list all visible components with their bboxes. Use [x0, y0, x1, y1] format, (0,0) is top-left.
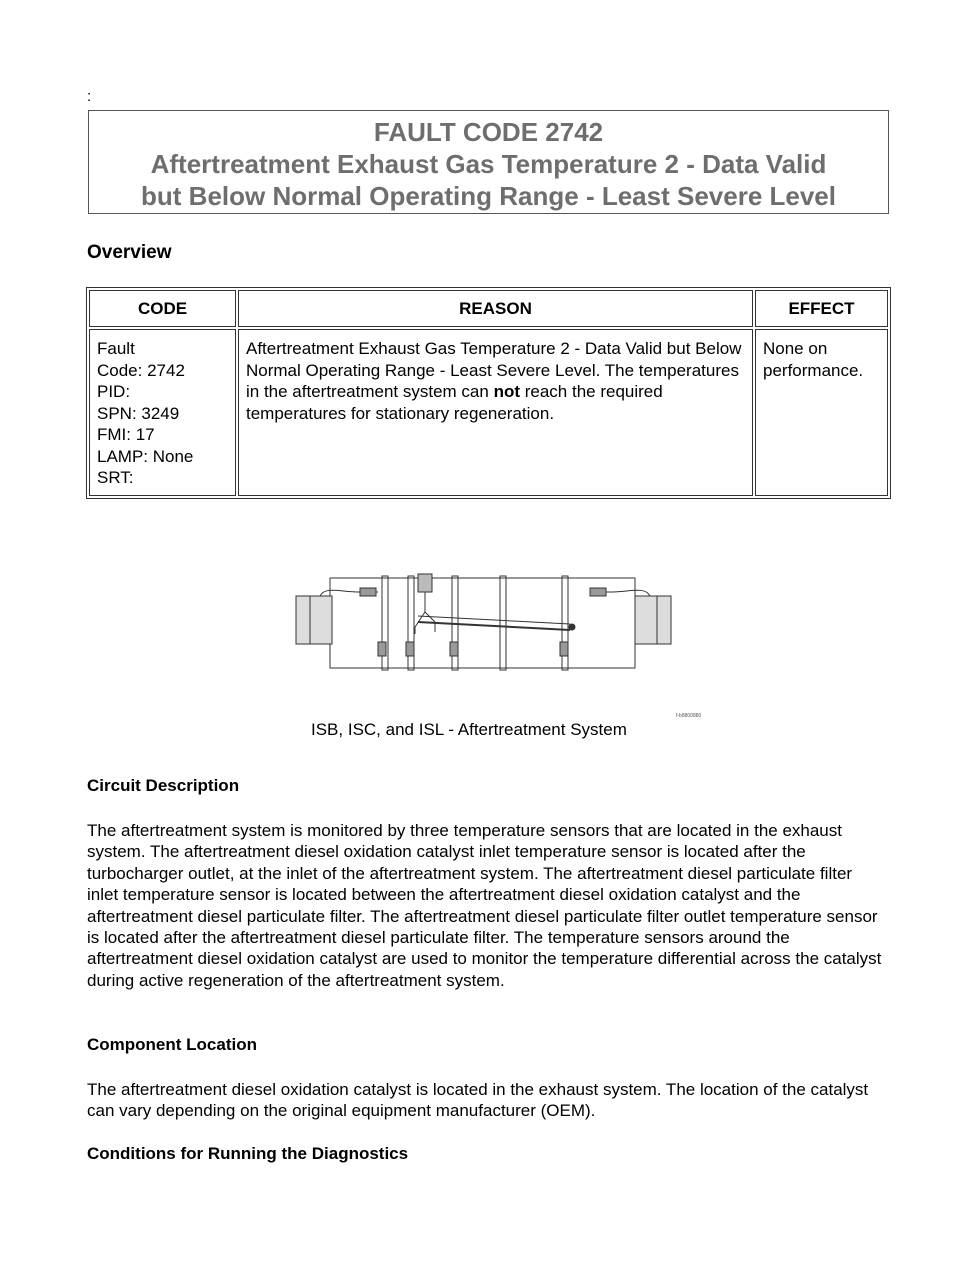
effect-cell: None on performance.	[755, 329, 888, 496]
component-location-heading: Component Location	[87, 1035, 257, 1054]
component-location-text: The aftertreatment diesel oxidation catalyst is located in the exhaust system. The location of the catalyst can vary depending on the original equipment manufacturer (OEM).	[87, 1080, 869, 1121]
reason-text: Aftertreatment Exhaust Gas Temperature 2 - Data Valid but Below Normal Operating Range - Least Severe Level. The temperatures in the aftertreatment system can	[246, 339, 742, 401]
reason-text-end: reach the required temperatures for stationary regeneration.	[246, 382, 663, 423]
sensor-clamp	[500, 576, 506, 670]
circuit-description-text: The aftertreatment system is monitored by three temperature sensors that are located in the exhaust system. The aftertreatment diesel oxidation catalyst inlet temperature sensor is located after the turbocharger outlet, at the inlet of the aftertreatment system. The aftertreatment diesel particulate filter inlet temperature sensor is located between the aftertreatment diesel oxidation catalyst and the aftertreatment diesel particulate filter. The aftertreatment diesel particulate filter outlet temperature sensor is located after the aftertreatment diesel particulate filter. The temperature sensors around the aftertreatment diesel oxidation catalyst are used to monitor the temperature differential across the catalyst during active regeneration of the aftertreatment system.	[87, 821, 882, 990]
fault-code-subtitle-line2: but Below Normal Operating Range - Least Severe Level	[141, 181, 836, 211]
fault-overview-table	[86, 287, 891, 499]
inlet-end-cap	[296, 596, 332, 644]
code-line: SPN: 3249	[97, 403, 180, 423]
code-line: SRT:	[97, 468, 134, 487]
code-line: LAMP: None	[97, 446, 194, 466]
fault-code-title-box	[88, 110, 889, 214]
overview-heading: Overview	[87, 242, 172, 263]
reason-bold-word: not	[493, 382, 520, 401]
page-colon: :	[87, 88, 92, 105]
code-line: Code: 2742	[97, 360, 185, 380]
column-header-effect: EFFECT	[755, 290, 888, 327]
table-row	[89, 329, 888, 496]
fault-code-title: FAULT CODE 2742	[373, 117, 604, 147]
sensor-module	[418, 574, 432, 592]
fault-code-subtitle-line1: Aftertreatment Exhaust Gas Temperature 2 - Data Valid	[150, 149, 827, 179]
code-line: FMI: 17	[97, 425, 155, 444]
column-header-reason: REASON	[238, 290, 753, 327]
code-line: PID:	[97, 382, 131, 401]
table-header-row	[89, 290, 888, 327]
reason-cell	[238, 329, 753, 496]
figure-caption: ISB, ISC, and ISL - Aftertreatment System	[311, 720, 627, 739]
aftertreatment-system-diagram	[290, 572, 680, 674]
outlet-end-cap	[635, 596, 671, 644]
conditions-heading: Conditions for Running the Diagnostics	[87, 1144, 409, 1163]
code-cell	[89, 329, 236, 496]
figure-id: f-b8800880	[676, 713, 702, 719]
circuit-description-heading: Circuit Description	[87, 776, 240, 795]
column-header-code: CODE	[89, 290, 236, 327]
code-line: Fault	[97, 339, 135, 358]
